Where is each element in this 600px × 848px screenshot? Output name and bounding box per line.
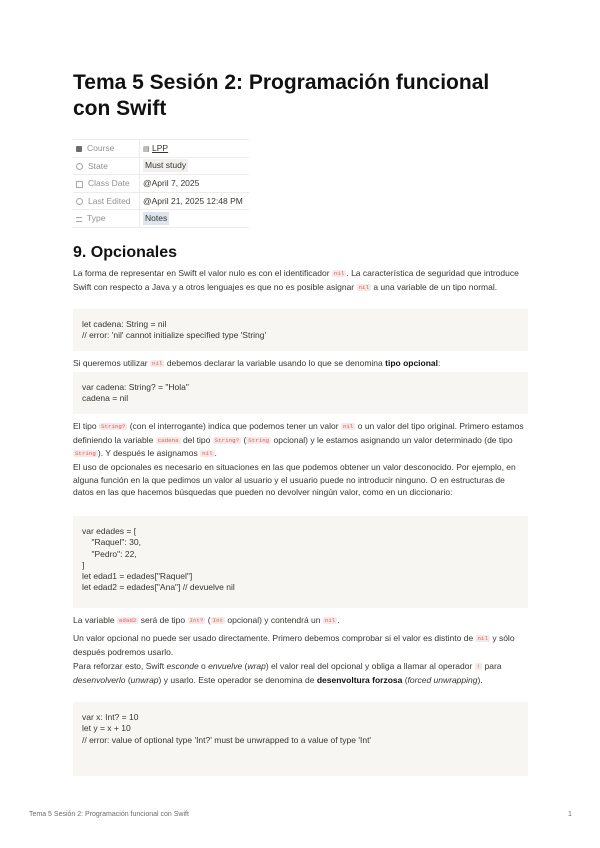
type-tag: Notes bbox=[145, 212, 168, 223]
paragraph-forced-unwrapping: Para reforzar esto, Swift esconde o envuelve (wrap) el valor real del opcional y obliga a llamar al operador ! para desenvolverlo (unwrap) y usarlo. Este operador se denomina de desenvoltura forzosa (forced unwrapping). bbox=[73, 661, 502, 685]
property-row-course: Course ▤ LPP bbox=[73, 140, 249, 158]
clock-icon bbox=[76, 198, 83, 205]
page-title: Tema 5 Sesión 2: Programación funcional con Swift bbox=[73, 71, 490, 120]
paragraph-edad2: La variable edad2 será de tipo Int? ( Int opcional) y contendrá un nil . bbox=[73, 615, 340, 625]
list-icon bbox=[76, 217, 82, 222]
property-row-class-date: Class Date @April 7, 2025 bbox=[73, 175, 249, 193]
calendar-icon bbox=[76, 181, 83, 188]
code-block-4: var x: Int? = 10 let y = x + 10 // error: value of optional type 'Int?' must be unwrapped to a value of type 'Int' bbox=[73, 702, 528, 776]
code-block-1: let cadena: String = nil // error: 'nil' cannot initialize specified type 'String' bbox=[73, 309, 528, 351]
paragraph-string-optional: El tipo String? (con el interrogante) indica que podemos tener un valor nil o un valor del tipo original. Primero estamos definiendo la variable cadena del tipo String? ( String opcional) y le estamos asignando un valor determinado (de tipo String ). Y después le asignamos nil . bbox=[73, 421, 524, 459]
course-link[interactable]: LPP bbox=[152, 143, 169, 154]
code-block-3: var edades = [ "Raquel": 30, "Pedro": 22, ] let edad1 = edades["Raquel"] let edad2 = edades["Ana"] // devuelve nil bbox=[73, 516, 528, 608]
paragraph-use-cases: El uso de opcionales es necesario en situaciones en las que podemos obtener un valor desconocido. Por ejemplo, en alguna función en la que pedimos un valor al usuario y el usuario puede no introducir ninguno. O en estructuras de datos en las que hacemos búsquedas que pueden no devolver ningún valor, como en un diccionario: bbox=[73, 462, 516, 498]
book-icon bbox=[76, 146, 82, 152]
class-date-value: @April 7, 2025 bbox=[140, 175, 250, 193]
section-heading: 9. Opcionales bbox=[73, 244, 178, 261]
footer-title: Tema 5 Sesión 2: Programación funcional con Swift bbox=[29, 811, 189, 818]
last-edited-value: @April 21, 2025 12:48 PM bbox=[140, 192, 250, 210]
property-row-type: Type Notes bbox=[73, 210, 249, 228]
code-block-2: var cadena: String? = "Hola" cadena = nil bbox=[73, 372, 528, 414]
paragraph-nil-intro: La forma de representar en Swift el valor nulo es con el identificador nil . La característica de seguridad que introduce Swift con respecto a Java y a otros lenguajes es que no es posible asignar nil a una variable de un tipo normal. bbox=[73, 268, 519, 292]
state-tag: Must study bbox=[145, 160, 187, 171]
page-icon: ▤ bbox=[143, 146, 150, 154]
property-row-last-edited: Last Edited @April 21, 2025 12:48 PM bbox=[73, 192, 249, 210]
paragraph-check-nil: Un valor opcional no puede ser usado directamente. Primero debemos comprobar si el valor es distinto de nil y sólo después podremos usarlo. bbox=[73, 633, 515, 657]
properties-table bbox=[73, 139, 249, 228]
circle-icon bbox=[76, 163, 83, 170]
footer-page-number: 1 bbox=[568, 811, 572, 818]
property-row-state: State Must study bbox=[73, 157, 249, 175]
paragraph-optional-type: Si queremos utilizar nil debemos declarar la variable usando lo que se denomina tipo opcional: bbox=[73, 358, 441, 368]
